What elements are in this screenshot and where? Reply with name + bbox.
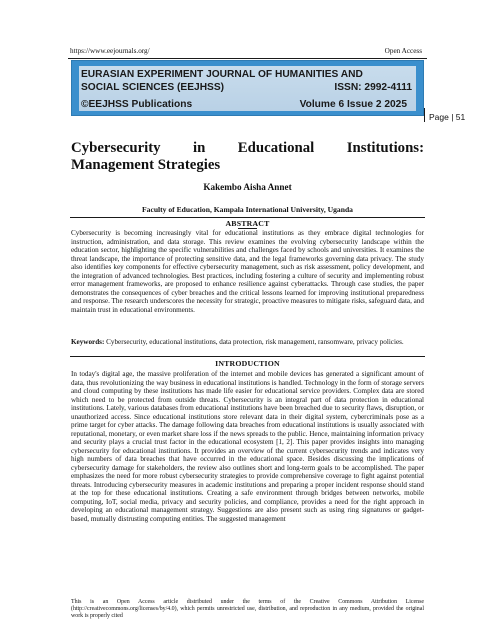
journal-name-line2 [81, 82, 412, 93]
introduction-body: In today's digital age, the massive proliferation of the internet and mobile devices has generated a significant amount of data, thus revolutionizing the way business in educational institutions is handled. Technology in the form of storage servers and cloud computing by these institutions has made life easier for educational service providers. Complex data are stored which need to be protected from outside threats. Cybersecurity is an integral part of data protection in educational institutions. Lately, various databases from educational institutions have been breached due to security flaws, disruption, or unauthorized access. Since educational institutions store relevant data in their digital system, cybercriminals pose as a prime target for cyber attacks. The damage following data breaches from educational institutions is usually associated with reputational, monetary, or even market share loss if the news spreads to the public. Hence, maintaining information privacy and security plays a crucial trust factor in the educational ecosystem [1, 2]. This paper provides insights into managing cybersecurity for educational institutions. It provides an overview of the current cybersecurity trends and indicates very high numbers of data breaches that have occurred in the educational space. Besides discussing the implications of cybersecurity damage for stakeholders, the review also outlines short and long-term goals to be accomplished. The paper emphasizes the need for more robust cybersecurity strategies to provide comprehensive coverage to fight against potential threats. Introducing cybersecurity measures in academic institutions and preparing a proper incident response should stand at the top for these educational institutions. Creating a safe environment through bridges between networks, mobile computing, IoT, social media, privacy and security policies, and compliance, provides a need for the right approach in developing an educational management strategy. Suggestions are also present such as using ring signatures or gadget-based, mutually distrusting computing entities. The suggested management [71, 370, 424, 523]
intro-top-rule [70, 356, 425, 357]
keywords [71, 338, 424, 347]
abstract-heading: ABSTRACT [225, 219, 270, 228]
abstract-top-rule [70, 217, 425, 218]
publication-line [81, 99, 412, 110]
issn: ISSN: 2992-4111 [334, 82, 412, 93]
abstract-body: Cybersecurity is becoming increasingly vital for educational institutions as they embrace digital technologies for instruction, administration, and data storage. This review examines the evolving cybersecurity landscape within the education sector, highlighting the specific vulnerabilities and challenges faced by schools and universities. It examines the threat landscape, the importance of protecting sensitive data, and the legal frameworks governing data privacy. The study also identifies key components for effective cybersecurity management, such as risk assessment, policy development, and the integration of advanced technologies. Best practices, including fostering a culture of security and implementing robust error management frameworks, are proposed to enhance resilience against cyberattacks. Through case studies, the paper demonstrates the consequences of cyber breaches and the critical lessons learned for improving institutional preparedness and response. The research underscores the necessity for strategic, proactive measures to mitigate risks, safeguard data, and maintain trust in educational environments. [71, 229, 424, 314]
article-title-line1: Cybersecurity in Educational Institutions: [71, 140, 424, 156]
keywords-list: Cybersecurity, educational institutions, data protection, risk management, ransomware, privacy policies. [106, 338, 404, 346]
author-name: Kakembo Aisha Annet [203, 182, 292, 192]
journal-url[interactable]: https://www.eejournals.org/ [70, 47, 150, 55]
journal-banner [71, 60, 424, 116]
page-number: Page | 51 [429, 112, 466, 122]
affiliation: Faculty of Education, Kampala International University, Uganda [142, 205, 353, 214]
open-access-label: Open Access [384, 47, 422, 55]
header-rule [68, 58, 427, 59]
journal-name-text: EURASIAN EXPERIMENT JOURNAL OF HUMANITIES AND [81, 69, 363, 80]
journal-abbrev: SOCIAL SCIENCES (EEJHSS) [81, 82, 225, 93]
license-footer: This is an Open Access article distributed under the terms of the Creative Commons Attribution License (http://creativecommons.org/licenses/by/4.0), which permits unrestricted use, distribution, and reproduction in any medium, provided the original work is properly cited [71, 599, 424, 619]
article-title-line2: Management Strategies [71, 157, 221, 173]
introduction-heading: INTRODUCTION [215, 359, 280, 368]
publisher: ©EEJHSS Publications [81, 99, 193, 110]
volume-issue: Volume 6 Issue 2 2025 [299, 99, 407, 110]
keywords-label: Keywords: [71, 338, 105, 346]
journal-name-line1 [81, 69, 412, 80]
